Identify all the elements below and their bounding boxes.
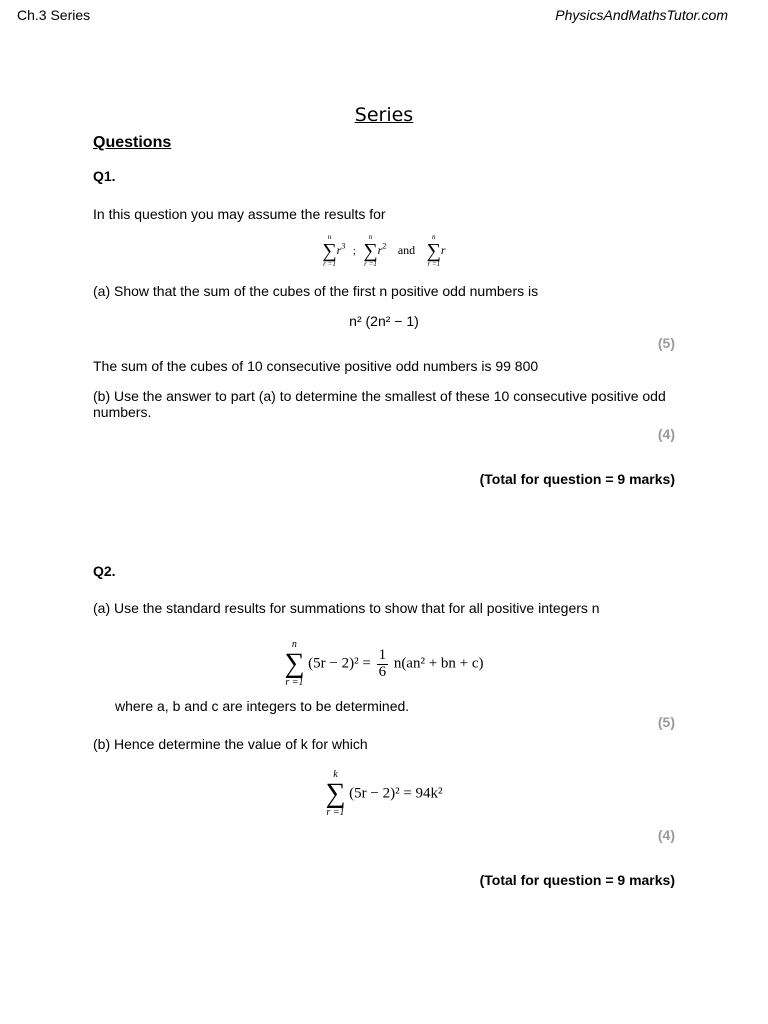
q2-equation-b: k ∑ r =1 (5r − 2)² = 94k²	[325, 769, 443, 818]
q1-intro: In this question you may assume the results for	[93, 206, 386, 222]
q1-part-a: (a) Show that the sum of the cubes of the first n positive odd numbers is	[93, 283, 539, 299]
q2-equation-a: n ∑ r =1 (5r − 2)² = $\frac{1}{6}$ n(an² + bn + c)	[284, 639, 484, 688]
q2-marks-a: (5)	[657, 714, 675, 730]
q2-label: Q2.	[93, 563, 116, 579]
q1-label: Q1.	[93, 168, 116, 184]
q2-sum-symbol-a: n ∑ r =1	[284, 639, 305, 688]
q1-total: (Total for question = 9 marks)	[479, 471, 675, 487]
sum-r-squared: n ∑ r =1	[363, 233, 378, 268]
q1-part-b: (b) Use the answer to part (a) to determine the smallest of these 10 consecutive positive odd numbers.	[93, 388, 666, 420]
header-site: PhysicsAndMathsTutor.com	[555, 7, 728, 23]
q1-marks-b: (4)	[657, 426, 675, 442]
header-chapter: Ch.3 Series	[17, 7, 91, 23]
q2-sum-symbol-b: k ∑ r =1	[325, 769, 346, 818]
q1-marks-a: (5)	[657, 335, 675, 351]
q1-sum-formulas: n ∑ r =1 $r^3$ ; n ∑ r =1 $r^2$ and n ∑ r =1 r	[322, 233, 446, 268]
q2-total: (Total for question = 9 marks)	[479, 872, 675, 888]
q2-fraction: $\frac{1}{6}$	[378, 646, 387, 680]
q1-result: n² (2n² − 1)	[349, 313, 419, 329]
section-heading: Questions	[93, 134, 172, 151]
page-title: Series	[354, 104, 414, 126]
q1-statement: The sum of the cubes of 10 consecutive positive odd numbers is 99 800	[93, 358, 539, 374]
q2-part-b: (b) Hence determine the value of k for which	[93, 736, 368, 752]
sum-r: n ∑ r =1	[426, 233, 441, 268]
q2-where: where a, b and c are integers to be determined.	[115, 698, 410, 714]
q2-part-a: (a) Use the standard results for summations to show that for all positive integers n	[93, 600, 600, 616]
q2-marks-b: (4)	[657, 827, 675, 843]
sum-r-cubed: n ∑ r =1	[322, 233, 337, 268]
